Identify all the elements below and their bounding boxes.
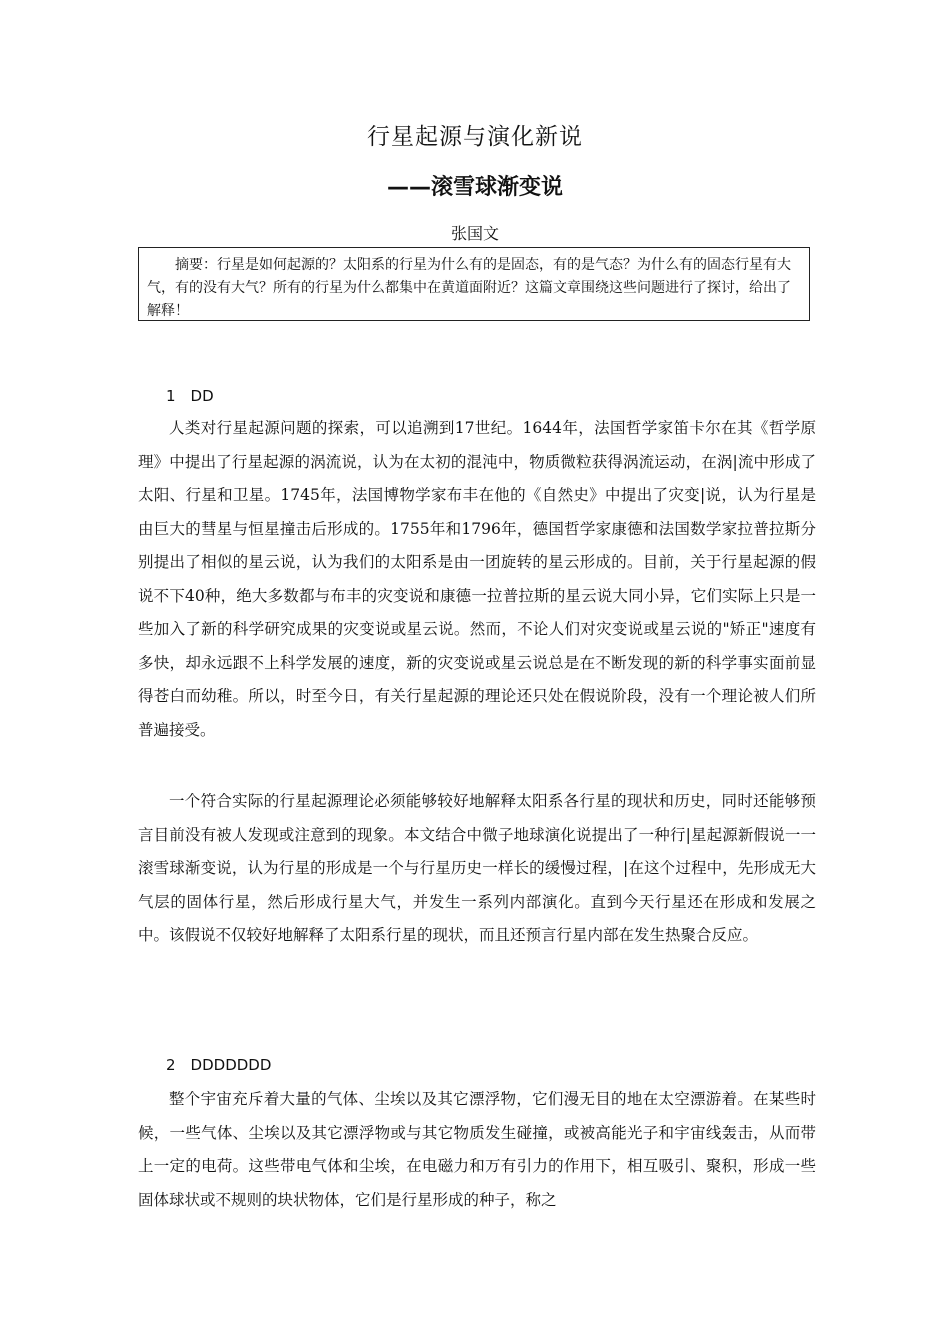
author-name: 张国文 <box>450 224 499 243</box>
paragraph: 整个宇宙充斥着大量的气体、尘埃以及其它漂浮物，它们漫无目的地在太空漂游着。在某些时候，一些气体、尘埃以及其它漂浮物或与其它物质发生碰撞，或被高能光子和宇宙线轰击，从而带上一定的电荷。这些带电气体和尘埃，在电磁力和万有引力的作用下，相互吸引、聚积，形成一些固体球状或不规则的块状物体，它们是行星形成的种子，称之 <box>138 1090 816 1209</box>
paragraph: 人类对行星起源问题的探索，可以追溯到17世纪。1644年，法国哲学家笛卡尔在其《哲学原理》中提出了行星起源的涡流说，认为在太初的混沌中，物质微粒获得涡流运动，在涡|流中形成了太阳、行星和卫星。1745年，法国博物学家布丰在他的《自然史》中提出了灾变|说，认为行星是由巨大的彗星与恒星撞击后形成的。1755年和1796年，德国哲学家康德和法国数学家拉普拉斯分别提出了相似的星云说，认为我们的太阳系是由一团旋转的星云形成的。目前，关于行星起源的假说不下40种，绝大多数都与布丰的灾变说和康德一拉普拉斯的星云说大同小异，它们实际上只是一些加入了新的科学研究成果的灾变说或星云说。然而，不论人们对灾变说或星云说的"矫正"速度有多快，却永远跟不上科学发展的速度，新的灾变说或星云说总是在不断发现的新的科学事实面前显得苍白而幼稚。所以，时至今日，有关行星起源的理论还只处在假说阶段，没有一个理论被人们所普遍接受。 <box>138 419 816 739</box>
section-heading-2: 2 DDDDDDD <box>166 1056 272 1074</box>
document-title: 行星起源与演化新说 <box>367 124 583 150</box>
section-heading-1: 1 DD <box>166 387 214 405</box>
paragraph: 一个符合实际的行星起源理论必须能够较好地解释太阳系各行星的现状和历史，同时还能够预言目前没有被人发现或注意到的现象。本文结合中微子地球演化说提出了一种行|星起源新假说一一滚雪球渐变说，认为行星的形成是一个与行星历史一样长的缓慢过程，|在这个过程中，先形成无大气层的固体行星，然后形成行星大气，并发生一系列内部演化。直到今天行星还在形成和发展之中。该假说不仅较好地解释了太阳系行星的现状，而且还预言行星内部在发生热聚合反应。 <box>138 792 816 944</box>
document-subtitle: ——滚雪球渐变说 <box>386 175 563 200</box>
abstract-box: 摘要：行星是如何起源的？太阳系的行星为什么有的是固态，有的是气态？为什么有的固态行星有大气，有的没有大气？所有的行星为什么都集中在黄道面附近？这篇文章围绕这些问题进行了探讨，给出了解释！ <box>138 247 810 321</box>
